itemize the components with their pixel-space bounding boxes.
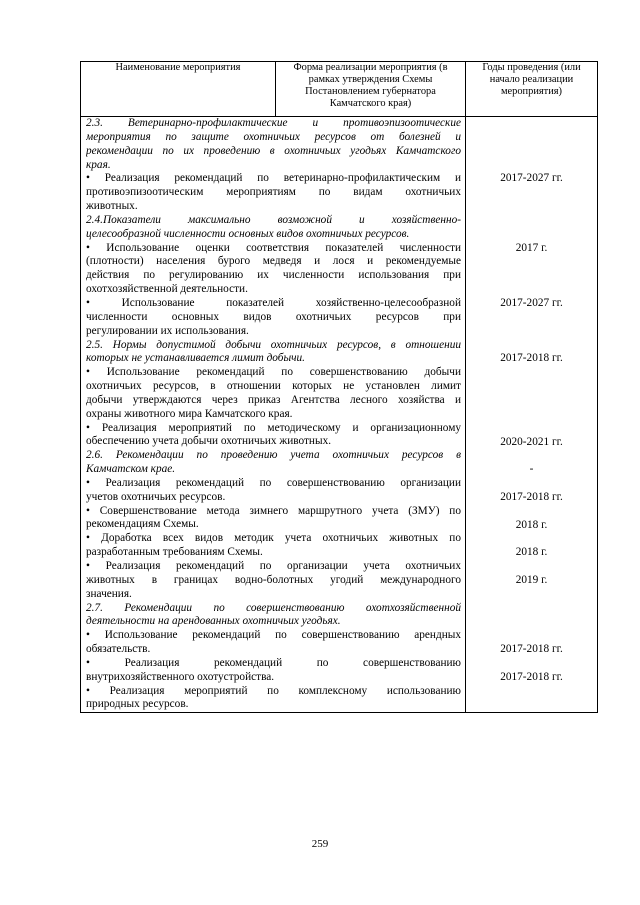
section-heading-line: 2.6. Рекомендации по проведению учета охотничьих ресурсов в xyxy=(86,449,461,462)
activities-table xyxy=(80,61,598,713)
section-heading-line: целесообразной численности основных видов охотничьих ресурсов. xyxy=(86,227,410,240)
header-line: рамках утверждения Схемы xyxy=(308,74,433,85)
header-years-cell xyxy=(466,62,598,117)
text-line: • Реализация рекомендаций по совершенствованию организации xyxy=(86,476,461,489)
year-value: - xyxy=(529,463,534,476)
text-line: противоэпизоотическим мероприятиям по видам охотничьих xyxy=(86,186,461,199)
section-heading-line: 2.7. Рекомендации по совершенствованию охотхозяйственной xyxy=(86,601,461,614)
year-value: 2018 г. xyxy=(515,546,548,559)
section-heading-line: деятельности на арендованных охотничьих угодьях. xyxy=(86,615,341,628)
text-line: внутрихозяйственного охотустройства. xyxy=(86,670,275,683)
header-form-cell xyxy=(276,62,466,117)
section-heading-line: мероприятия по защите охотничьих ресурсов от болезней и xyxy=(86,130,461,143)
text-line: значения. xyxy=(86,587,132,600)
section-heading-line: рекомендации по их проведению в охотничьих угодьях Камчатского xyxy=(86,144,461,157)
section-heading-line: 2.3. Ветеринарно-профилактические и противоэпизоотические xyxy=(86,117,461,129)
text-line: • Совершенствование метода зимнего маршрутного учета (ЗМУ) по xyxy=(86,504,461,517)
text-line: • Реализация рекомендаций по организации учета охотничьих xyxy=(86,560,461,572)
text-line: • Реализация рекомендаций по совершенствованию xyxy=(86,656,461,669)
text-line: • Реализация рекомендаций по ветеринарно-профилактическим и xyxy=(86,172,461,185)
text-line: • Доработка всех видов методик учета охотничьих животных по xyxy=(86,532,461,545)
text-line: численности основных видов охотничьих ресурсов при xyxy=(86,310,461,323)
section-heading-line: которых не устанавливается лимит добычи. xyxy=(86,352,306,365)
section-heading-line: 2.5. Нормы допустимой добычи охотничьих ресурсов, в отношении xyxy=(86,338,461,351)
section-heading-line: Камчатском крае. xyxy=(86,463,176,476)
text-line: • Использование рекомендаций по совершенствованию добычи xyxy=(86,366,461,379)
header-line: Наименование мероприятия xyxy=(115,62,241,73)
table-header-row xyxy=(81,62,598,117)
section-heading-line: 2.4.Показатели максимально возможной и хозяйственно- xyxy=(86,213,461,226)
text-line: • Использование оценки соответствия показателей численности xyxy=(86,241,461,254)
years-cell xyxy=(466,117,598,713)
text-line: регулировании их использования. xyxy=(86,324,249,337)
year-value: 2017-2018 гг. xyxy=(500,352,563,365)
activities-text-cell xyxy=(81,117,466,713)
year-value: 2017-2027 гг. xyxy=(500,297,563,310)
text-line: рекомендациям Схемы. xyxy=(86,518,199,531)
header-line: начало реализации xyxy=(489,74,574,85)
text-line: обязательств. xyxy=(86,643,151,656)
text-line: добычи утверждаются через приказ Агентства лесного хозяйства и xyxy=(86,393,461,406)
year-value: 2017 г. xyxy=(515,241,548,254)
text-line: • Использование показателей хозяйственно-целесообразной xyxy=(86,296,461,309)
text-line: природных ресурсов. xyxy=(86,698,189,711)
text-line: • Использование рекомендаций по совершенствованию арендных xyxy=(86,629,461,642)
header-line: Камчатского края) xyxy=(329,98,412,109)
text-line: (плотности) населения бурого медведя и лося и рекомендуемые xyxy=(86,255,461,268)
text-line: животных в границах водно-болотных угодий международного xyxy=(86,573,461,586)
year-value: 2017-2018 гг. xyxy=(500,490,563,503)
year-value: 2020-2021 гг. xyxy=(500,435,563,448)
year-value: 2018 г. xyxy=(515,518,548,531)
page-number: 259 xyxy=(311,838,329,850)
header-line: Форма реализации мероприятия (в xyxy=(293,62,448,73)
table-body-row xyxy=(81,117,598,713)
header-line: мероприятия) xyxy=(500,86,562,97)
year-value: 2019 г. xyxy=(515,574,548,587)
year-value: 2017-2018 гг. xyxy=(500,643,563,656)
header-line: Постановлением губернатора xyxy=(305,86,436,97)
text-line: животных. xyxy=(86,200,138,213)
header-line: Годы проведения (или xyxy=(482,62,581,73)
text-line: учетов охотничьих ресурсов. xyxy=(86,490,226,503)
text-line: охотхозяйственной деятельности. xyxy=(86,283,248,296)
text-line: действия по регулированию их численности использования при xyxy=(86,269,461,282)
year-value: 2017-2027 гг. xyxy=(500,172,563,185)
year-value: 2017-2018 гг. xyxy=(500,671,563,683)
text-line: охотничьих ресурсов, в отношении которых не установлен лимит xyxy=(86,380,461,393)
text-line: охраны животного мира Камчатского края. xyxy=(86,407,293,420)
header-name-cell xyxy=(81,62,276,117)
text-line: разработанным требованиям Схемы. xyxy=(86,546,263,559)
text-line: • Реализация мероприятий по комплексному использованию xyxy=(86,684,461,697)
text-line: обеспечению учета добычи охотничьих животных. xyxy=(86,435,332,448)
text-line: • Реализация мероприятий по методическому и организационному xyxy=(86,421,461,434)
section-heading-line: края. xyxy=(86,158,111,171)
